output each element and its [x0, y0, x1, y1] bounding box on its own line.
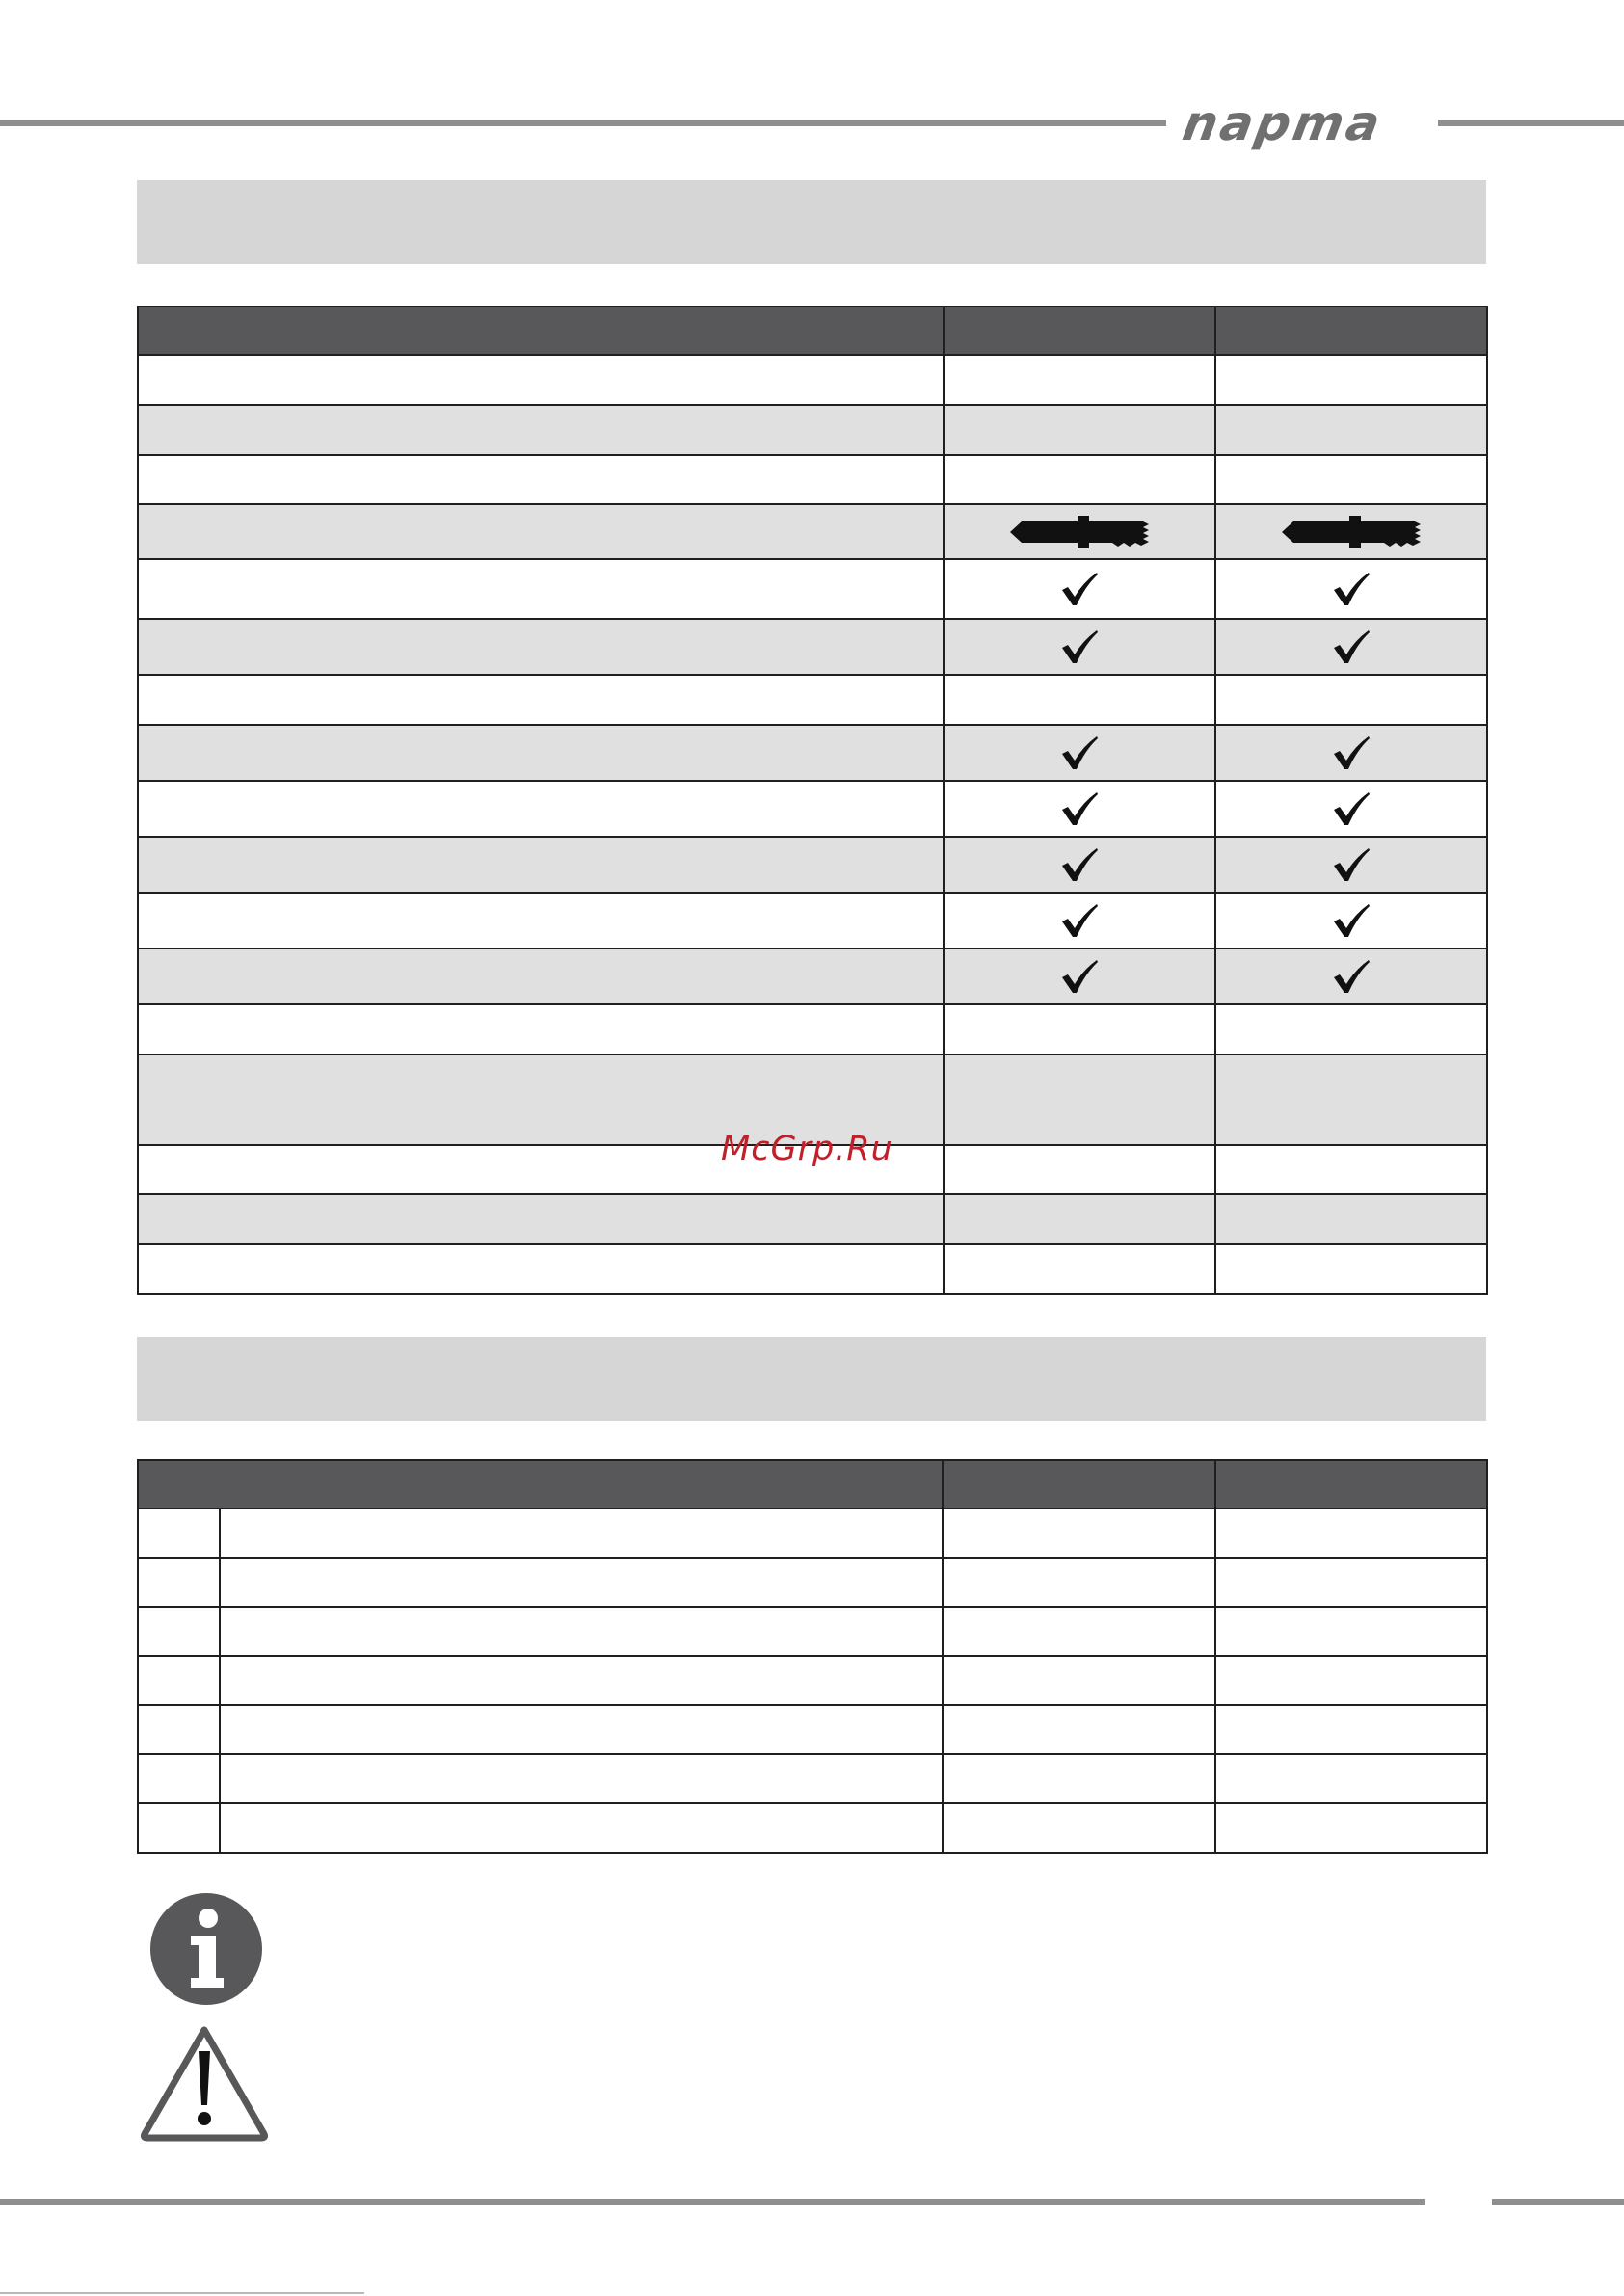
value-cell — [1215, 725, 1487, 781]
number-cell — [138, 1705, 220, 1754]
parameter-cell — [138, 893, 944, 948]
value-cell — [1215, 1607, 1487, 1656]
value-cell — [943, 1508, 1215, 1558]
check-mark-icon — [1060, 628, 1099, 665]
table-row — [138, 893, 1487, 948]
parameter-cell — [138, 781, 944, 837]
value-cell — [1215, 1055, 1487, 1145]
footer-fine-line — [0, 2292, 364, 2294]
header-cell-model-1 — [943, 1460, 1215, 1508]
table-row — [138, 1004, 1487, 1055]
value-cell — [1215, 1558, 1487, 1607]
table-row — [138, 619, 1487, 675]
value-cell — [944, 405, 1215, 455]
check-mark-icon — [1060, 734, 1099, 771]
parameter-cell — [138, 1194, 944, 1244]
check-mark-icon — [1332, 958, 1371, 995]
kit-contents-table — [137, 1459, 1488, 1854]
table-row — [138, 675, 1487, 725]
value-cell — [944, 355, 1215, 405]
parameter-cell — [138, 675, 944, 725]
value-cell — [944, 1145, 1215, 1194]
parameter-cell — [138, 619, 944, 675]
value-cell — [943, 1754, 1215, 1803]
check-mark-icon — [1060, 902, 1099, 939]
jigsaw-blade-icon — [1280, 513, 1423, 551]
warning-triangle-icon — [139, 2024, 270, 2142]
table-row — [138, 355, 1487, 405]
table-row — [138, 1754, 1487, 1803]
brand-logo: napma — [1178, 95, 1388, 151]
parameter-cell — [138, 405, 944, 455]
parameter-cell — [138, 1004, 944, 1055]
value-cell — [1215, 781, 1487, 837]
number-cell — [138, 1558, 220, 1607]
header-cell-item — [138, 1460, 943, 1508]
item-cell — [220, 1607, 943, 1656]
value-cell — [943, 1705, 1215, 1754]
number-cell — [138, 1803, 220, 1853]
value-cell — [944, 619, 1215, 675]
value-cell — [944, 559, 1215, 619]
parameter-cell — [138, 355, 944, 405]
item-cell — [220, 1803, 943, 1853]
item-cell — [220, 1754, 943, 1803]
table-row — [138, 504, 1487, 559]
header-cell-model-1 — [944, 307, 1215, 355]
value-cell — [1215, 1656, 1487, 1705]
header-cell-model-2 — [1215, 1460, 1487, 1508]
value-cell — [943, 1803, 1215, 1853]
table-row — [138, 455, 1487, 504]
value-cell — [1215, 893, 1487, 948]
table-row — [138, 1656, 1487, 1705]
number-cell — [138, 1754, 220, 1803]
check-mark-icon — [1060, 846, 1099, 883]
value-cell — [944, 948, 1215, 1004]
header-cell-parameter — [138, 307, 944, 355]
item-cell — [220, 1656, 943, 1705]
parameter-cell — [138, 559, 944, 619]
table-header-row — [138, 1460, 1487, 1508]
check-mark-icon — [1332, 628, 1371, 665]
value-cell — [944, 504, 1215, 559]
table-row — [138, 405, 1487, 455]
value-cell — [944, 837, 1215, 893]
number-cell — [138, 1607, 220, 1656]
header-cell-model-2 — [1215, 307, 1487, 355]
number-cell — [138, 1656, 220, 1705]
value-cell — [944, 1055, 1215, 1145]
header-rule-left — [0, 120, 1166, 126]
value-cell — [1215, 1244, 1487, 1294]
value-cell — [944, 1244, 1215, 1294]
check-mark-icon — [1332, 571, 1371, 607]
section-band-specs — [137, 180, 1486, 264]
parameter-cell — [138, 948, 944, 1004]
value-cell — [944, 1194, 1215, 1244]
value-cell — [944, 1004, 1215, 1055]
value-cell — [1215, 1004, 1487, 1055]
footer-rule-right — [1492, 2199, 1624, 2205]
parameter-cell — [138, 837, 944, 893]
value-cell — [1215, 837, 1487, 893]
header-rule-right — [1438, 120, 1624, 126]
table-row — [138, 725, 1487, 781]
check-mark-icon — [1060, 790, 1099, 827]
value-cell — [1215, 675, 1487, 725]
value-cell — [1215, 355, 1487, 405]
parameter-cell — [138, 725, 944, 781]
value-cell — [1215, 1194, 1487, 1244]
value-cell — [943, 1656, 1215, 1705]
check-mark-icon — [1332, 734, 1371, 771]
value-cell — [1215, 1803, 1487, 1853]
item-cell — [220, 1508, 943, 1558]
item-cell — [220, 1558, 943, 1607]
table-row — [138, 1508, 1487, 1558]
table-row — [138, 781, 1487, 837]
check-mark-icon — [1060, 958, 1099, 995]
section-band-kit — [137, 1337, 1486, 1421]
check-mark-icon — [1060, 571, 1099, 607]
parameter-cell — [138, 504, 944, 559]
value-cell — [1215, 1754, 1487, 1803]
table-row — [138, 1558, 1487, 1607]
value-cell — [943, 1607, 1215, 1656]
table-row — [138, 1705, 1487, 1754]
watermark: McGrp.Ru — [721, 1130, 893, 1168]
parameter-cell — [138, 455, 944, 504]
table-row — [138, 1607, 1487, 1656]
value-cell — [1215, 619, 1487, 675]
value-cell — [1215, 405, 1487, 455]
value-cell — [1215, 948, 1487, 1004]
value-cell — [944, 893, 1215, 948]
value-cell — [1215, 1508, 1487, 1558]
info-icon — [148, 1891, 264, 2007]
value-cell — [1215, 455, 1487, 504]
table-header-row — [138, 307, 1487, 355]
value-cell — [943, 1558, 1215, 1607]
check-mark-icon — [1332, 846, 1371, 883]
table-row — [138, 1244, 1487, 1294]
value-cell — [1215, 559, 1487, 619]
item-cell — [220, 1705, 943, 1754]
check-mark-icon — [1332, 902, 1371, 939]
check-mark-icon — [1332, 790, 1371, 827]
value-cell — [944, 675, 1215, 725]
value-cell — [944, 455, 1215, 504]
value-cell — [1215, 504, 1487, 559]
value-cell — [1215, 1705, 1487, 1754]
value-cell — [944, 725, 1215, 781]
parameter-cell — [138, 1244, 944, 1294]
jigsaw-blade-icon — [1008, 513, 1151, 551]
number-cell — [138, 1508, 220, 1558]
table-row — [138, 559, 1487, 619]
table-row — [138, 1803, 1487, 1853]
value-cell — [944, 781, 1215, 837]
footer-rule-left — [0, 2199, 1425, 2205]
table-row — [138, 1194, 1487, 1244]
table-row — [138, 948, 1487, 1004]
value-cell — [1215, 1145, 1487, 1194]
table-row — [138, 837, 1487, 893]
